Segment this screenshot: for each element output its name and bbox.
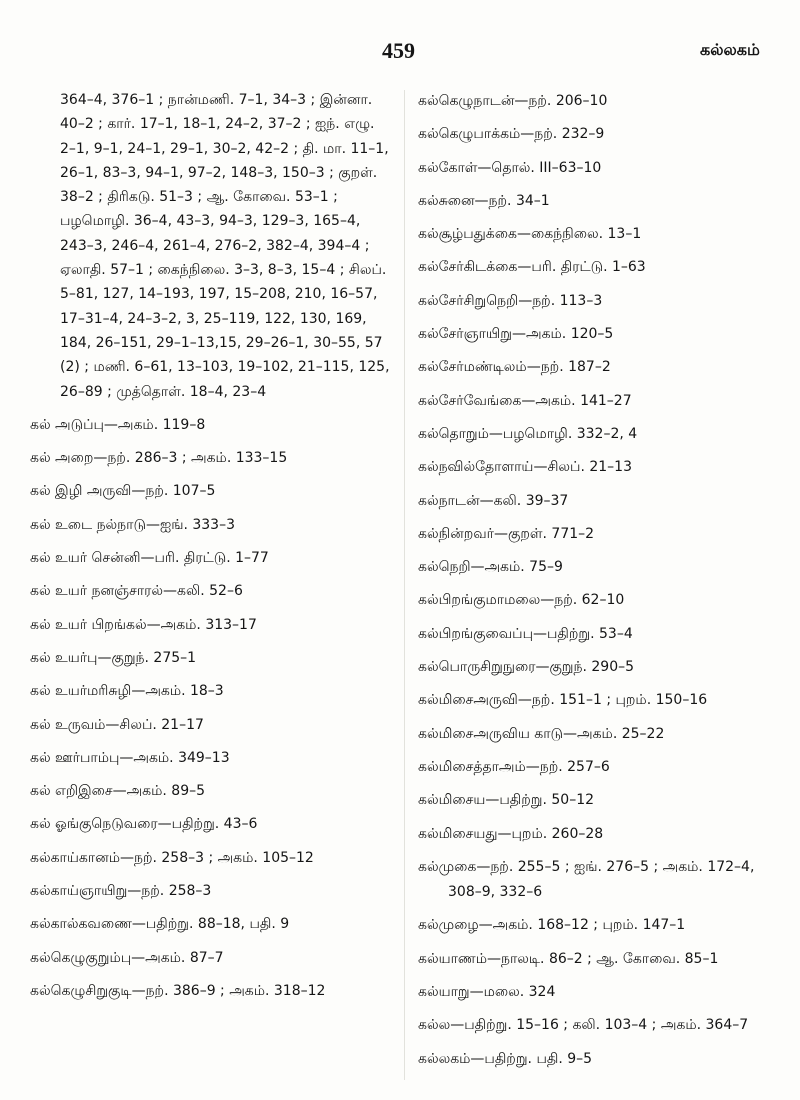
entry-separator: — (474, 192, 489, 209)
index-entry (418, 421, 786, 446)
entry-references: பதிற்று. 15–16 ; கலி. 103–4 ; அகம். 364–7 (464, 1017, 749, 1034)
entry-headword: கல்ல (418, 1017, 451, 1034)
entry-headword: கல்பிறங்குமாமலை (418, 592, 541, 609)
entry-references: நற். 232–9 (534, 126, 605, 143)
entry-headword: கல்யாணம் (418, 950, 487, 967)
entry-headword: கல் உயர் நனஞ்சாரல் (30, 583, 164, 600)
entry-separator: — (105, 716, 120, 733)
entry-separator: — (525, 758, 540, 775)
continued-entry-refs: 364–4, 376–1 ; நான்மணி. 7–1, 34–3 ; இன்னா. 40–2 ; கார். 17–1, 18–1, 24–2, 37–2 ; ஐந். எழு. 2–1, 9–1, 24–1, 29–1, 30–2, 42–2 ; தி. மா. 11–1, 26–1, 83–3, 94–1, 97–2, 148–3, 150–3 ; குறள். 38–2 ; திரிகடு. 51–3 ; ஆ. கோவை. 53–1 ; பழமொழி. 36–4, 43–3, 94–3, 129–3, 165–4, 243–3, 246–4, 261–4, 276–2, 382–4, 394–4 ; ஏலாதி. 57–1 ; கைந்நிலை. 3–3, 8–3, 15–4 ; சிலப். 5–81, 127, 14–193, 197, 15–208, 210, 16–57, 17–31–4, 24–3–2, 3, 25–119, 122, 130, 169, 184, 26–151, 29–1–13,15, 29–26–1, 30–55, 57 (2) ; மணி. 6–61, 13–103, 19–102, 21–115, 125, 26–89 ; முத்தொள். 18–4, 23–4 (60, 92, 390, 400)
entry-references: நற். 107–5 (145, 483, 216, 500)
entry-separator: — (103, 416, 118, 433)
entry-references: நற். 62–10 (554, 592, 625, 609)
entry-separator: — (494, 525, 508, 542)
entry-separator: — (450, 1017, 465, 1034)
entry-references: நற். 113–3 (532, 292, 603, 309)
index-entry (30, 412, 390, 437)
entry-headword: கல்பிறங்குவைப்பு (418, 625, 533, 642)
entry-headword: கல் இழி அருவி (30, 483, 132, 500)
entry-references: பதிற்று. 88–18, பதி. 9 (145, 916, 290, 933)
entry-references: அகம். 120–5 (526, 326, 614, 343)
entry-separator: — (517, 259, 532, 276)
entry-separator: — (140, 550, 155, 567)
index-entry (418, 388, 786, 413)
entry-references: நற். 258–3 ; அகம். 105–12 (133, 849, 314, 866)
entry-separator: — (478, 917, 493, 934)
index-entry (418, 121, 786, 146)
index-entry (418, 787, 786, 812)
entry-headword: கல்கோள் (418, 159, 478, 176)
entry-headword: கல்மிசைத்தாஅம் (418, 758, 526, 775)
entry-separator: — (131, 916, 146, 933)
entry-separator: — (521, 392, 536, 409)
running-head: கல்லகம் (700, 40, 760, 59)
index-entry (418, 912, 786, 937)
index-entry (418, 554, 786, 579)
index-entry (30, 878, 390, 903)
index-entry (418, 621, 786, 646)
entry-separator: — (517, 692, 532, 709)
entry-headword: கல்மிசைஅருவிய காடு (418, 725, 564, 742)
entry-references: நற். 151–1 ; புறம். 150–16 (531, 692, 708, 709)
entry-separator: — (163, 583, 178, 600)
entry-references: பதிற்று. 43–6 (171, 816, 258, 833)
entry-separator: — (119, 749, 134, 766)
entry-separator: — (512, 326, 527, 343)
entry-headword: கல்மிசைஅருவி (418, 692, 518, 709)
entry-headword: கல் அறை (30, 450, 94, 467)
entry-separator: — (514, 93, 529, 109)
entry-separator: — (532, 625, 547, 642)
entry-references: கலி. 39–37 (493, 492, 569, 509)
index-entry (30, 445, 390, 470)
entry-headword: கல்தொறும் (418, 425, 489, 442)
index-entry (30, 678, 390, 703)
right-entry-list (418, 88, 786, 1071)
entry-references: நற். 286–3 ; அகம். 133–15 (107, 450, 288, 467)
entry-headword: கல்யாறு (418, 984, 470, 1001)
index-entry (418, 854, 786, 905)
entry-separator: — (93, 450, 108, 467)
index-entry (418, 1012, 786, 1037)
index-entry (418, 155, 786, 180)
entry-headword: கல்சேர்வேங்கை (418, 392, 522, 409)
index-entry (418, 754, 786, 779)
entry-headword: கல் ஓங்குநெடுவரை (30, 816, 158, 833)
entry-headword: கல்முழை (418, 917, 479, 934)
entry-separator: — (131, 483, 146, 500)
index-entry (30, 911, 390, 936)
index-entry (30, 578, 390, 603)
entry-headword: கல் எறிஇசை (30, 783, 113, 800)
entry-separator: — (112, 783, 127, 800)
column-divider (404, 90, 405, 1080)
entry-headword: கல்கால்கவணை (30, 916, 132, 933)
entry-headword: கல்நெறி (418, 559, 471, 576)
entry-references: ஐங். 333–3 (159, 516, 235, 533)
entry-separator: — (516, 226, 531, 243)
entry-headword: கல் உடை நல்நாடு (30, 516, 146, 533)
entry-headword: கல்லகம் (418, 1050, 471, 1067)
index-entry (418, 88, 786, 113)
entry-references: நற். 206–10 (528, 93, 608, 109)
entry-separator: — (540, 592, 555, 609)
index-entry (30, 778, 390, 803)
entry-headword: கல்மிசைய (418, 792, 486, 809)
entry-separator: — (146, 616, 161, 633)
entry-separator: — (488, 425, 503, 442)
entry-headword: கல்நவில்தோளாய் (418, 459, 534, 476)
index-entry (418, 488, 786, 513)
entry-headword: கல்சேர்கிடக்கை (418, 259, 518, 276)
entry-separator: — (535, 659, 550, 676)
entry-separator: — (486, 950, 501, 967)
entry-headword: கல் உயர் சென்னி (30, 550, 141, 567)
entry-headword: கல்கெழுபாக்கம் (418, 126, 521, 143)
entry-headword: கல் உருவம் (30, 716, 106, 733)
index-entry (418, 654, 786, 679)
index-entry (30, 478, 390, 503)
entry-separator: — (131, 949, 146, 966)
entry-references: பரி. திரட்டு. 1–77 (154, 550, 269, 567)
entry-references: நற். 255–5 ; ஐங். 276–5 ; அகம். 172–4, 308–9, 332–6 (448, 858, 755, 901)
index-entry (418, 687, 786, 712)
index-entry (418, 354, 786, 379)
entry-references: நற். 34–1 (488, 192, 550, 209)
entry-references: சிலப். 21–17 (119, 716, 204, 733)
entry-references: அகம். 313–17 (160, 616, 257, 633)
index-entry (30, 645, 390, 670)
entry-separator: — (131, 982, 146, 999)
entry-references: குறுந். 290–5 (549, 659, 635, 676)
entry-separator: — (127, 883, 142, 900)
entry-headword: கல் ஊர்பாம்பு (30, 749, 120, 766)
entry-separator: — (479, 492, 494, 509)
index-entry (30, 845, 390, 870)
entry-separator: — (119, 849, 134, 866)
index-entry (418, 188, 786, 213)
entry-headword: கல் உயர்பு (30, 649, 98, 666)
entry-headword: கல்கெழுநாடன் (418, 93, 515, 109)
index-entry (418, 587, 786, 612)
entry-headword: கல் உயர்மரிசுழி (30, 683, 132, 700)
page-number: 459 (382, 38, 415, 63)
entry-references: பதிற்று. 53–4 (546, 625, 633, 642)
index-entry (30, 745, 390, 770)
left-entry-list (30, 412, 390, 1003)
index-entry (418, 821, 786, 846)
entry-references: அகம். 87–7 (145, 949, 224, 966)
entry-references: குறள். 771–2 (508, 525, 595, 542)
entry-separator: — (485, 792, 500, 809)
index-entry (418, 521, 786, 546)
entry-separator: — (470, 1050, 485, 1067)
entry-headword: கல்சேர்ஞாயிறு (418, 326, 513, 343)
entry-headword: கல்கெழுசிறுகுடி (30, 982, 132, 999)
entry-references: அகம். 168–12 ; புறம். 147–1 (492, 917, 686, 934)
entry-references: அகம். 25–22 (577, 725, 665, 742)
entry-separator: — (145, 516, 160, 533)
entry-separator: — (533, 459, 548, 476)
entry-references: நாலடி. 86–2 ; ஆ. கோவை. 85–1 (500, 950, 719, 967)
entry-references: அகம். 349–13 (133, 749, 230, 766)
entry-headword: கல்காய்கானம் (30, 849, 120, 866)
entry-separator: — (497, 825, 512, 842)
entry-separator: — (520, 126, 535, 143)
entry-references: புறம். 260–28 (511, 825, 604, 842)
index-entry (30, 978, 390, 1003)
index-entry (30, 945, 390, 970)
entry-references: கலி. 52–6 (177, 583, 243, 600)
entry-references: அகம். 141–27 (535, 392, 632, 409)
entry-references: பதிற்று. பதி. 9–5 (484, 1050, 593, 1067)
entry-separator: — (131, 683, 146, 700)
index-entry (418, 1046, 786, 1071)
entry-headword: கல்சூழ்பதுக்கை (418, 226, 517, 243)
entry-references: அகம். 18–3 (145, 683, 224, 700)
right-column (418, 88, 786, 1079)
entry-headword: கல்மிசையது (418, 825, 498, 842)
entry-references: மலை. 324 (483, 984, 556, 1001)
entry-separator: — (157, 816, 172, 833)
index-entry (418, 288, 786, 313)
index-entry (30, 612, 390, 637)
entry-headword: கல்முகை (418, 858, 477, 875)
index-entry (30, 811, 390, 836)
index-entry (30, 545, 390, 570)
entry-headword: கல்நின்றவர் (418, 525, 494, 542)
entry-references: பழமொழி. 332–2, 4 (502, 425, 638, 442)
entry-references: சிலப். 21–13 (547, 459, 632, 476)
entry-references: நற். 257–6 (539, 758, 610, 775)
index-entry (418, 321, 786, 346)
entry-headword: கல்காய்ஞாயிறு (30, 883, 128, 900)
left-column (30, 88, 390, 1011)
index-entry (418, 454, 786, 479)
index-entry (30, 512, 390, 537)
index-entry (418, 979, 786, 1004)
entry-headword: கல்பொருசிறுநுரை (418, 659, 536, 676)
index-entry (418, 254, 786, 279)
entry-separator: — (563, 725, 578, 742)
entry-separator: — (97, 649, 112, 666)
entry-references: நற். 386–9 ; அகம். 318–12 (145, 982, 326, 999)
entry-separator: — (477, 159, 492, 176)
entry-headword: கல் அடுப்பு (30, 416, 104, 433)
entry-separator: — (476, 858, 491, 875)
index-entry (418, 221, 786, 246)
entry-separator: — (518, 292, 533, 309)
entry-references: தொல். III–63–10 (491, 159, 602, 176)
entry-headword: கல்கெழுகுறும்பு (30, 949, 132, 966)
entry-separator: — (469, 984, 484, 1001)
index-entry (30, 712, 390, 737)
entry-references: அகம். 89–5 (126, 783, 206, 800)
entry-headword: கல்நாடன் (418, 492, 480, 509)
entry-headword: கல்சேர்சிறுநெறி (418, 292, 519, 309)
entry-references: பரி. திரட்டு. 1–63 (531, 259, 646, 276)
entry-references: கைந்நிலை. 13–1 (530, 226, 642, 243)
entry-references: பதிற்று. 50–12 (499, 792, 595, 809)
entry-references: அகம். 75–9 (484, 559, 563, 576)
entry-references: குறுந். 275–1 (111, 649, 197, 666)
entry-separator: — (470, 559, 485, 576)
entry-references: நற். 258–3 (141, 883, 212, 900)
index-entry (418, 721, 786, 746)
entry-headword: கல் உயர் பிறங்கல் (30, 616, 147, 633)
entry-references: அகம். 119–8 (117, 416, 206, 433)
entry-headword: கல்சேர்மண்டிலம் (418, 359, 527, 376)
index-entry (418, 946, 786, 971)
entry-headword: கல்சுனை (418, 192, 475, 209)
entry-references: நற். 187–2 (540, 359, 611, 376)
entry-separator: — (526, 359, 541, 376)
